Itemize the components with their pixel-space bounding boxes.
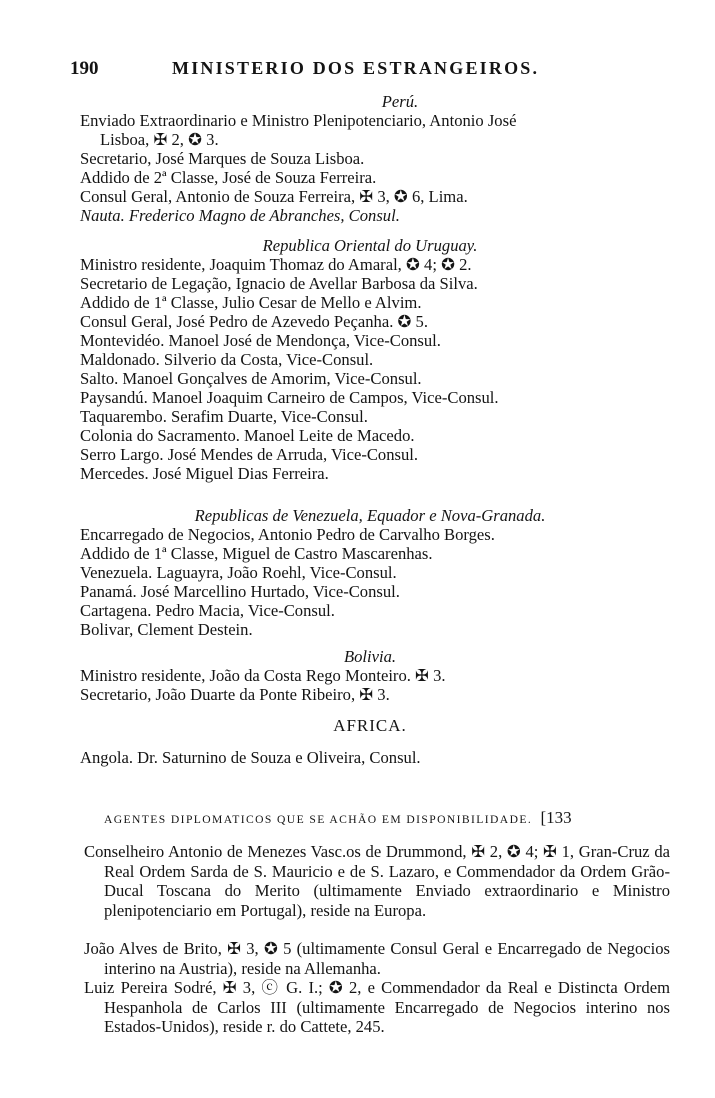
entry-line: Cartagena. Pedro Macia, Vice-Consul. [80, 601, 335, 620]
entry-line: Colonia do Sacramento. Manoel Leite de Macedo. [80, 426, 415, 445]
section-heading-venezuela: Republicas de Venezuela, Equador e Nova-Granada. [194, 506, 546, 525]
entry-line: Secretario, João Duarte da Ponte Ribeiro, ✠ 3. [80, 685, 390, 704]
entry-line: Maldonado. Silverio da Costa, Vice-Consul. [80, 350, 374, 369]
entry-line: Lisboa, ✠ 2, ✪ 3. [100, 130, 219, 149]
entry-paragraph: Luiz Pereira Sodré, ✠ 3, ⓒ G. I.; ✪ 2, e Commendador da Real e Distincta Ordem Hespanhola de Carlos III (ultimamente Encarregado de Negocios interino nos Estados-Unidos), reside r. do Cattete, 245. [84, 978, 670, 1036]
section-africa [80, 748, 660, 767]
page-number: 190 [70, 58, 99, 79]
entry-line: Ministro residente, Joaquim Thomaz do Amaral, ✪ 4; ✪ 2. [80, 255, 472, 274]
section-peru [80, 92, 660, 225]
entry-line: Panamá. José Marcellino Hurtado, Vice-Consul. [80, 582, 400, 601]
entry-line: Taquarembo. Serafim Duarte, Vice-Consul. [80, 407, 368, 426]
entry-line: Bolivar, Clement Destein. [80, 620, 253, 639]
entry-line: Encarregado de Negocios, Antonio Pedro de Carvalho Borges. [80, 525, 495, 544]
entry-line: Secretario, José Marques de Souza Lisboa. [80, 149, 365, 168]
entry-line: Mercedes. José Miguel Dias Ferreira. [80, 464, 329, 483]
section-uruguay [80, 236, 660, 483]
section-bolivia [80, 647, 660, 704]
entry-line: Secretario de Legação, Ignacio de Avellar Barbosa da Silva. [80, 274, 478, 293]
entry-line: Consul Geral, Antonio de Souza Ferreira, ✠ 3, ✪ 6, Lima. [80, 187, 468, 206]
entry-line: Addido de 1ª Classe, Julio Cesar de Mello e Alvim. [80, 293, 422, 312]
entry-line: Consul Geral, José Pedro de Azevedo Peçanha. ✪ 5. [80, 312, 428, 331]
entry-line: Montevidéo. Manoel José de Mendonça, Vice-Consul. [80, 331, 441, 350]
entry-line: Addido de 1ª Classe, Miguel de Castro Mascarenhas. [80, 544, 433, 563]
entry-paragraph: Conselheiro Antonio de Menezes Vasc.os de Drummond, ✠ 2, ✪ 4; ✠ 1, Gran-Cruz da Real Ordem Sarda de S. Mauricio e de S. Lazaro, e Commendador da Ordem Grão-Ducal Toscana do Merito (ultimamente Enviado extraordinario e Ministro plenipotenciario em Portugal), reside na Europa. [84, 842, 670, 920]
entry-line: Addido de 2ª Classe, José de Souza Ferreira. [80, 168, 377, 187]
section-heading-africa: AFRICA. [333, 716, 407, 735]
section-heading-uruguay: Republica Oriental do Uruguay. [262, 236, 478, 255]
running-title: MINISTERIO DOS ESTRANGEIROS. [172, 58, 540, 78]
entry-line: Serro Largo. José Mendes de Arruda, Vice-Consul. [80, 445, 419, 464]
entry-line: Enviado Extraordinario e Ministro Plenipotenciario, Antonio José [80, 111, 517, 130]
entry-line: Angola. Dr. Saturnino de Souza e Oliveira, Consul. [80, 748, 421, 767]
entry-line: Ministro residente, João da Costa Rego Monteiro. ✠ 3. [80, 666, 446, 685]
agentes-heading: AGENTES DIPLOMATICOS QUE SE ACHÃO EM DISPONIBILIDADE. [104, 813, 533, 826]
entry-line: Nauta. Frederico Magno de Abranches, Consul. [80, 206, 400, 225]
margin-number: [133 [540, 808, 572, 827]
section-heading-bolivia: Bolivia. [343, 647, 397, 666]
entry-paragraph: João Alves de Brito, ✠ 3, ✪ 5 (ultimamente Consul Geral e Encarregado de Negocios interino na Austria), reside na Allemanha. [84, 939, 670, 978]
entry-line: Paysandú. Manoel Joaquim Carneiro de Campos, Vice-Consul. [80, 388, 499, 407]
agentes-heading-row [104, 808, 664, 828]
entry-line: Salto. Manoel Gonçalves de Amorim, Vice-Consul. [80, 369, 422, 388]
entry-line: Venezuela. Laguayra, João Roehl, Vice-Consul. [80, 563, 397, 582]
section-venezuela [80, 506, 660, 639]
section-heading-peru: Perú. [381, 92, 419, 111]
